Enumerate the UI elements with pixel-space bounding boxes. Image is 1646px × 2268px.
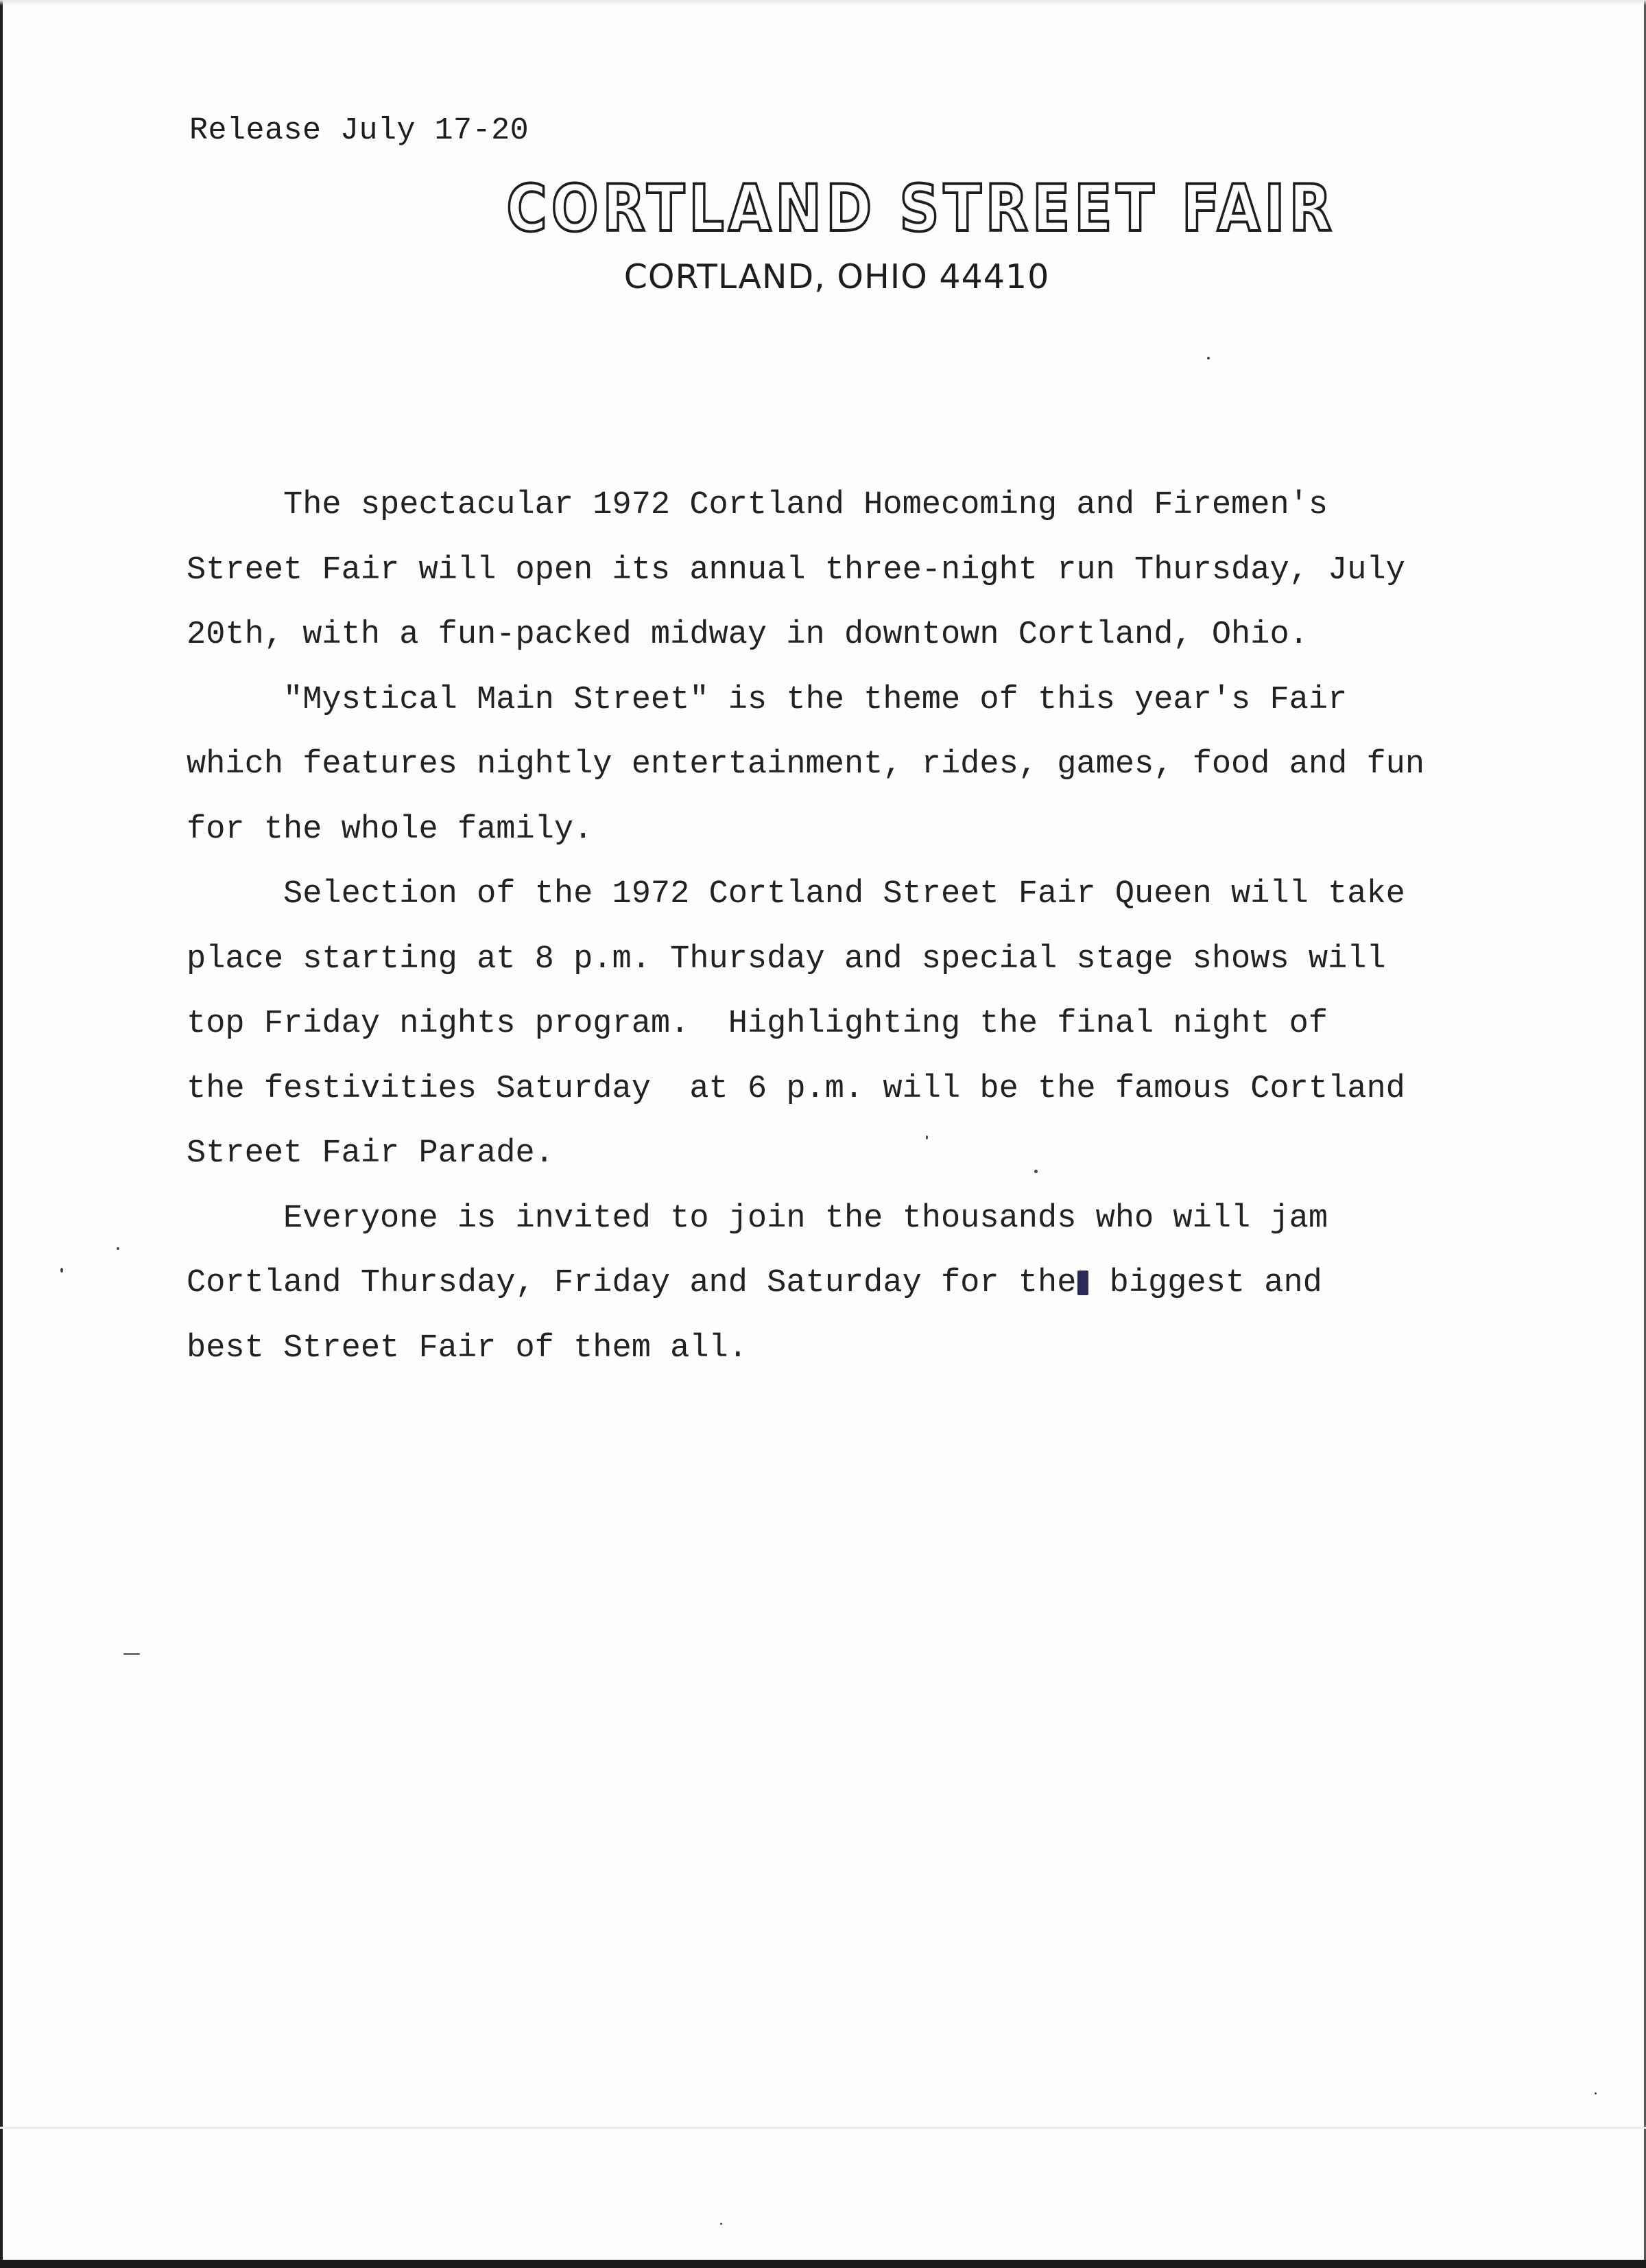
ink-blot-mark bbox=[1077, 1271, 1088, 1295]
paper-speck bbox=[720, 2223, 722, 2225]
body-line: place starting at 8 p.m. Thursday and special stage shows will bbox=[187, 941, 1386, 978]
body-line-with-ink-blot bbox=[187, 1251, 1476, 1316]
paper-speck bbox=[1034, 1170, 1038, 1173]
body-line: Selection of the 1972 Cortland Street Fair Queen will take bbox=[187, 876, 1405, 912]
body-line: top Friday nights program. Highlighting the final night of bbox=[187, 1006, 1328, 1042]
scan-bottom-edge bbox=[0, 2260, 1646, 2268]
paper-speck bbox=[60, 1268, 63, 1273]
body-line-segment: biggest and bbox=[1090, 1265, 1322, 1301]
paper-speck bbox=[123, 1653, 140, 1655]
body-line: Street Fair will open its annual three-night run Thursday, July bbox=[187, 552, 1405, 589]
body-line: the festivities Saturday at 6 p.m. will be the famous Cortland bbox=[187, 1070, 1405, 1107]
letterhead-title: CORTLAND STREET FAIR bbox=[506, 172, 1336, 246]
body-line: for the whole family. bbox=[187, 811, 593, 848]
scan-top-shadow bbox=[0, 0, 1646, 5]
body-line: which features nightly entertainment, rides, games, food and fun bbox=[187, 746, 1425, 783]
body-line: best Street Fair of them all. bbox=[187, 1330, 748, 1367]
body-line: Everyone is invited to join the thousands who will jam bbox=[187, 1200, 1328, 1237]
press-release-body bbox=[187, 473, 1476, 1381]
paper-speck bbox=[1595, 2092, 1597, 2094]
release-date: Release July 17-20 bbox=[189, 113, 529, 148]
paper-speck bbox=[1207, 357, 1210, 359]
scan-fold-line bbox=[0, 2127, 1646, 2129]
body-line: The spectacular 1972 Cortland Homecoming and Firemen's bbox=[187, 487, 1328, 523]
body-line: "Mystical Main Street" is the theme of this year's Fair bbox=[187, 681, 1348, 718]
paper-speck bbox=[926, 1135, 928, 1139]
body-line: Street Fair Parade. bbox=[187, 1135, 554, 1172]
paper-speck bbox=[117, 1247, 119, 1250]
letterhead-address: CORTLAND, OHIO 44410 bbox=[623, 257, 1050, 296]
scan-left-edge bbox=[0, 0, 3, 2268]
body-line: 20th, with a fun-packed midway in downtown Cortland, Ohio. bbox=[187, 617, 1309, 653]
body-line-segment: Cortland Thursday, Friday and Saturday for the bbox=[187, 1265, 1077, 1301]
